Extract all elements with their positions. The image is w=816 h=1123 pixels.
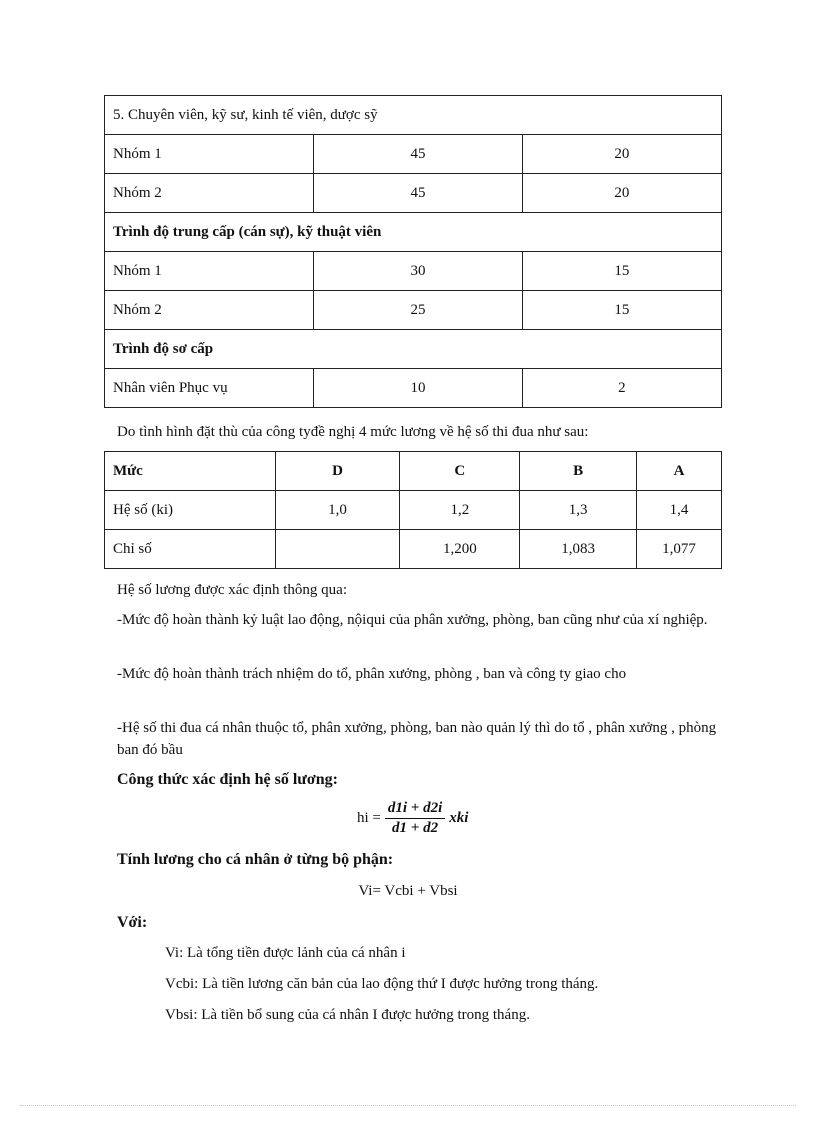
header-cell: Mức	[105, 452, 276, 491]
value-cell: 20	[522, 174, 721, 213]
definition-line: Vi: Là tổng tiền được lảnh của cá nhân i	[165, 945, 406, 961]
salary-level-table	[104, 451, 722, 569]
table-row	[105, 452, 722, 491]
header-cell: C	[400, 452, 520, 491]
value-cell: 25	[314, 291, 522, 330]
row-label: Hệ số (ki)	[105, 491, 276, 530]
intro-text: Do tình hình đặt thù của công tyđề nghị 4 mức lương về hệ số thi đua như sau:	[117, 424, 589, 440]
section-heading: 5. Chuyên viên, kỹ sư, kinh tế viên, dược sỹ	[105, 96, 722, 135]
section-heading: Trình độ trung cấp (cán sự), kỹ thuật viên	[105, 213, 722, 252]
value-cell: 45	[314, 174, 522, 213]
value-cell: 15	[522, 252, 721, 291]
header-cell: A	[637, 452, 722, 491]
value-cell: 1,0	[275, 491, 400, 530]
group-label: Nhóm 2	[105, 174, 314, 213]
table-row	[105, 135, 722, 174]
table-row	[105, 213, 722, 252]
table-row	[105, 491, 722, 530]
table-row	[105, 369, 722, 408]
value-cell: 1,077	[637, 530, 722, 569]
paragraph: -Mức độ hoàn thành kỷ luật lao động, nộiqui của phân xưởng, phòng, ban cũng như của xí nghiệp.	[117, 612, 708, 628]
definition-line: Vbsi: Là tiền bổ sung của cá nhân I được hưởng trong tháng.	[165, 1007, 530, 1023]
paragraph: -Hệ số thi đua cá nhân thuộc tổ, phân xưởng, phòng, ban nào quản lý thì do tổ , phân xưởng , phòng ban đó bầu	[117, 720, 717, 758]
table-row	[105, 530, 722, 569]
group-label: Nhân viên Phục vụ	[105, 369, 314, 408]
salary-heading: Tính lương cho cá nhân ở từng bộ phận:	[117, 851, 394, 868]
table-row	[105, 96, 722, 135]
formula-denominator: d1 + d2	[392, 820, 439, 836]
paragraph: Hệ số lương được xác định thông qua:	[117, 582, 348, 598]
value-cell: 45	[314, 135, 522, 174]
section-heading: Trình độ sơ cấp	[105, 330, 722, 369]
header-cell: D	[275, 452, 400, 491]
group-label: Nhóm 1	[105, 135, 314, 174]
formula-numerator: d1i + d2i	[385, 800, 445, 819]
value-cell: 1,3	[520, 491, 637, 530]
value-cell: 1,4	[637, 491, 722, 530]
table-row	[105, 252, 722, 291]
value-cell: 15	[522, 291, 721, 330]
header-cell: B	[520, 452, 637, 491]
definition-line: Vcbi: Là tiền lương căn bản của lao động thứ I được hưởng trong tháng.	[165, 976, 599, 992]
value-cell: 10	[314, 369, 522, 408]
staff-group-table	[104, 95, 722, 408]
group-label: Nhóm 1	[105, 252, 314, 291]
group-label: Nhóm 2	[105, 291, 314, 330]
value-cell: 1,083	[520, 530, 637, 569]
salary-formula: Vi= Vcbi + Vbsi	[358, 883, 458, 899]
table-row	[105, 174, 722, 213]
table-row	[105, 330, 722, 369]
with-label: Với:	[117, 914, 148, 931]
formula-heading: Công thức xác định hệ số lương:	[117, 771, 338, 788]
paragraph: -Mức độ hoàn thành trách nhiệm do tổ, phân xưởng, phòng , ban và công ty giao cho	[117, 666, 627, 682]
value-cell: 1,200	[400, 530, 520, 569]
value-cell: 20	[522, 135, 721, 174]
formula-fraction	[385, 800, 445, 837]
value-cell: 2	[522, 369, 721, 408]
value-cell: 1,2	[400, 491, 520, 530]
formula-lhs: hi =	[357, 810, 381, 826]
formula-suffix: xki	[449, 810, 469, 826]
value-cell	[275, 530, 400, 569]
value-cell: 30	[314, 252, 522, 291]
page-bottom-divider	[20, 1105, 796, 1106]
coefficient-formula	[357, 800, 468, 837]
table-row	[105, 291, 722, 330]
row-label: Chỉ số	[105, 530, 276, 569]
